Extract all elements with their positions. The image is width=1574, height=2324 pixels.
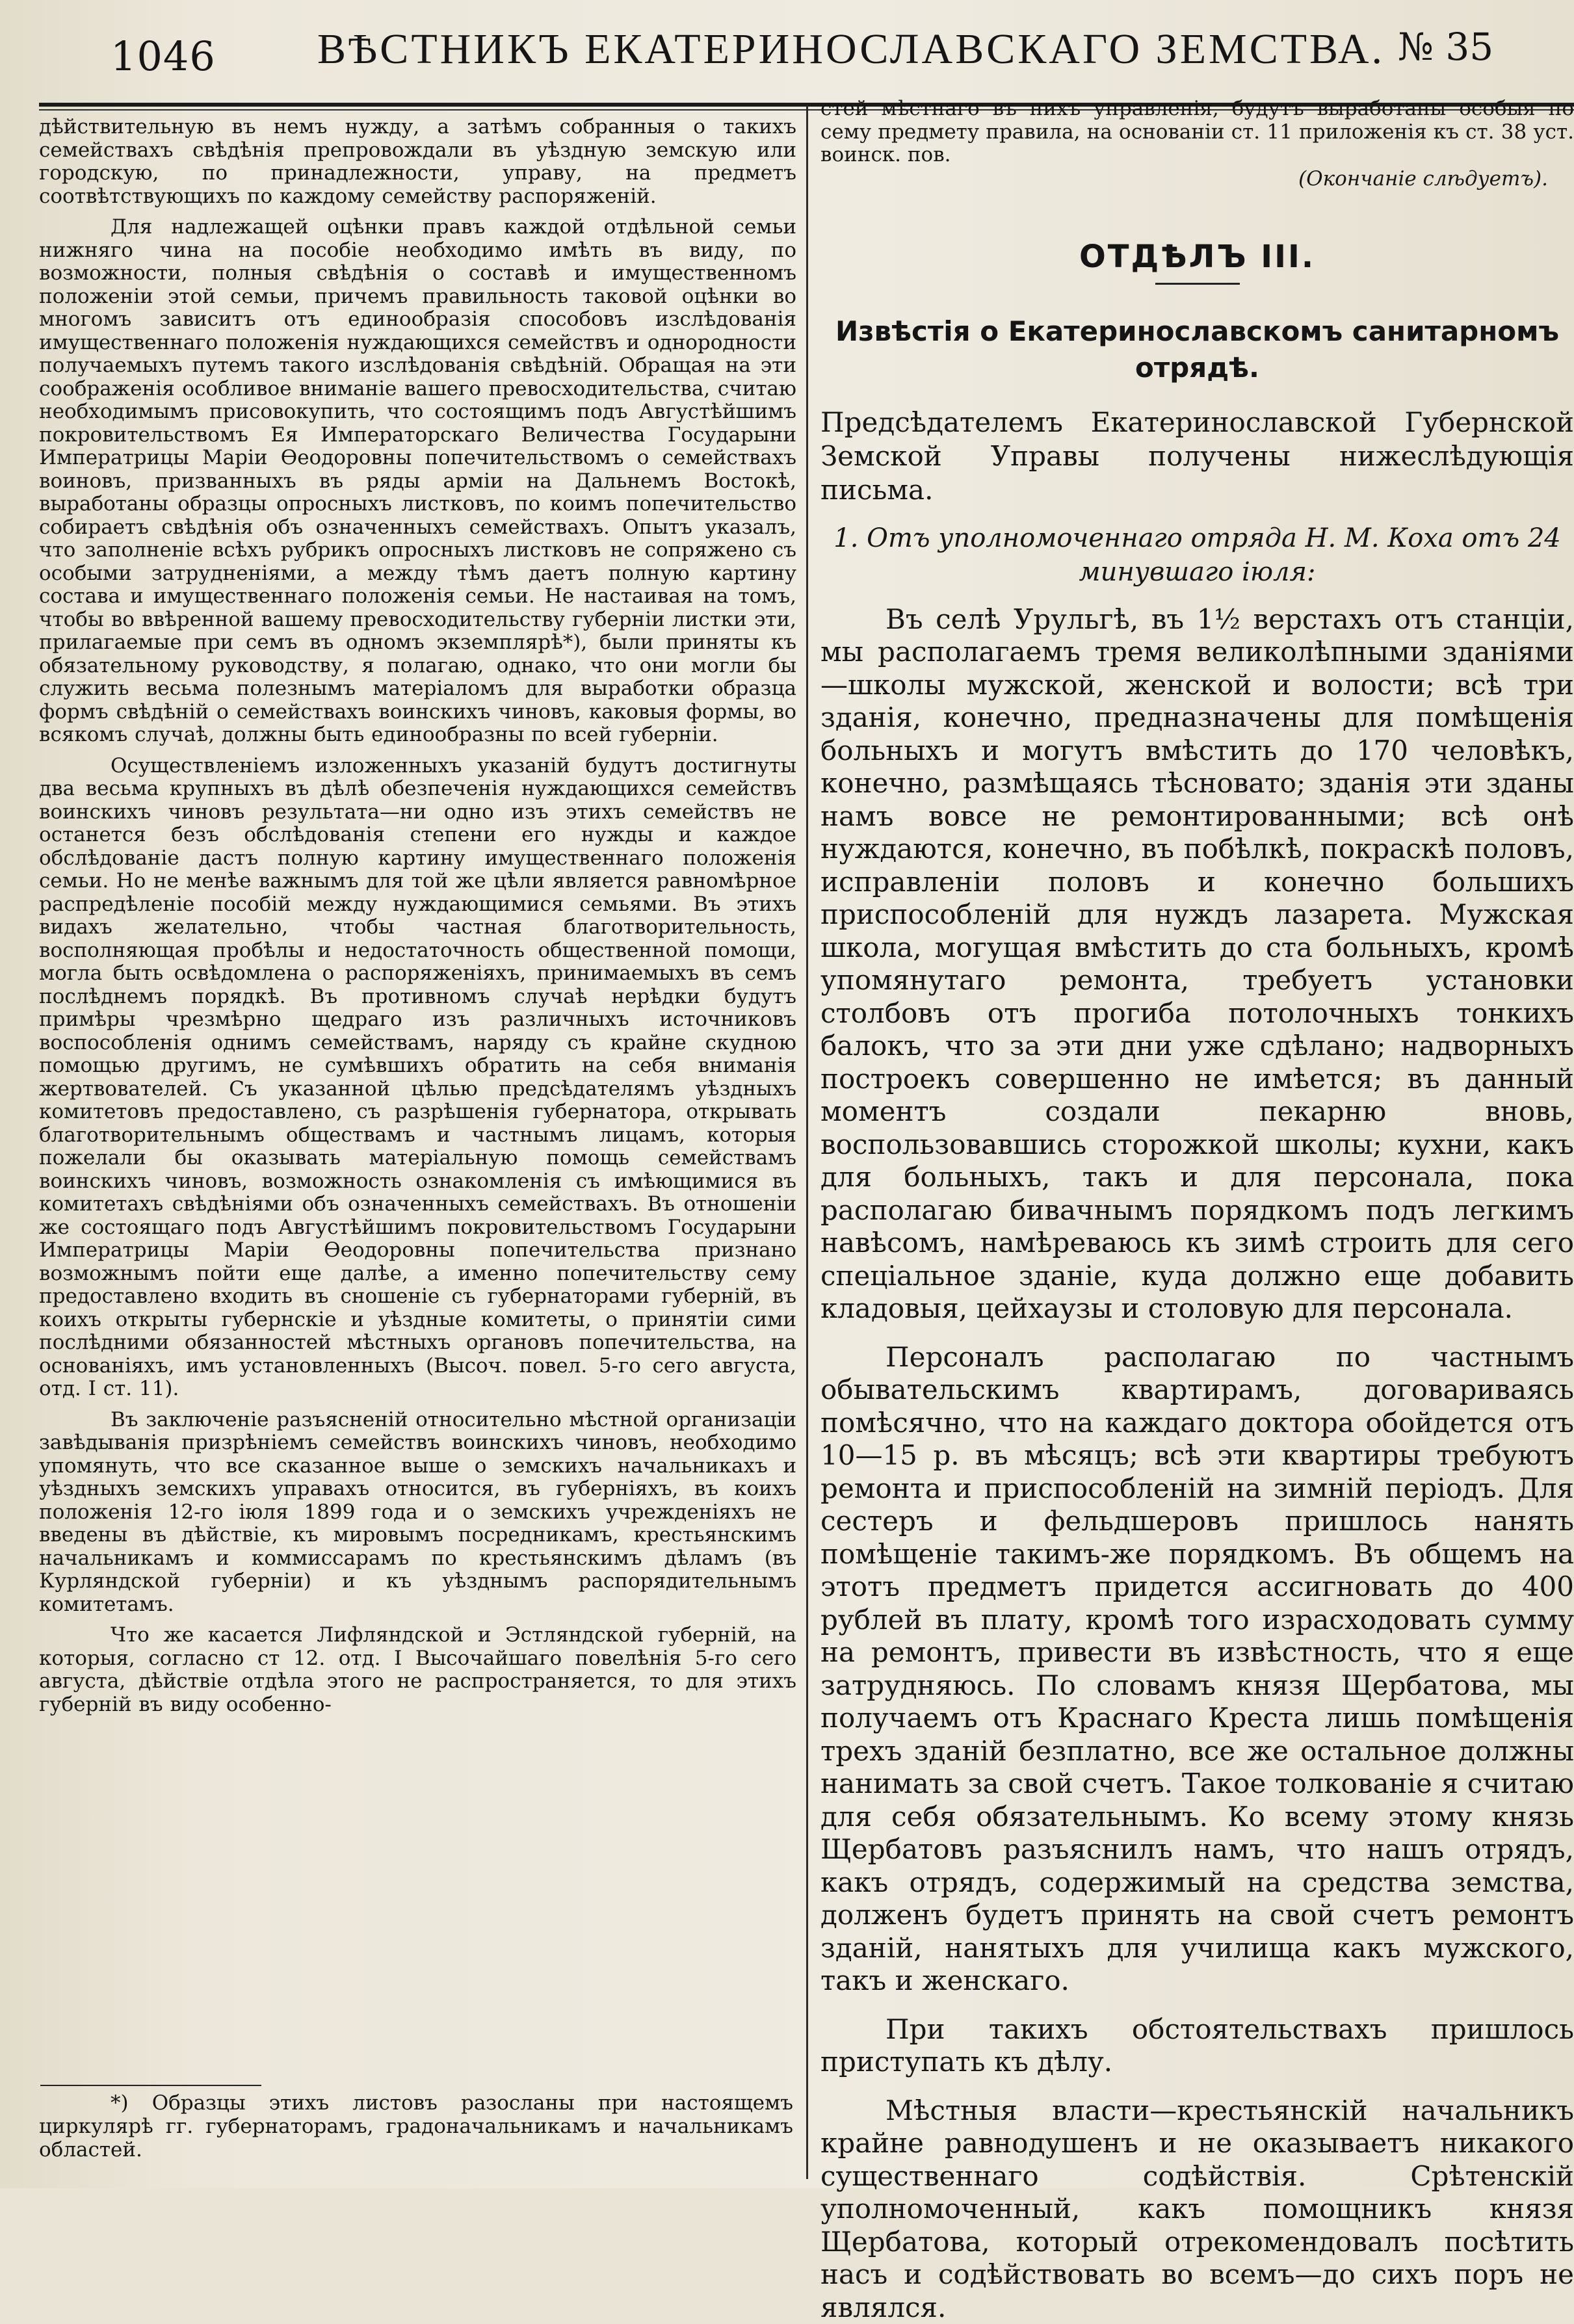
footnote: *) Образцы этихъ листовъ разосланы при настоящемъ циркулярѣ гг. губернаторамъ, градоначальникамъ и начальникамъ областей. — [39, 2091, 793, 2161]
closing-note: (Окончаніе слѣдуетъ). — [820, 167, 1548, 190]
article-title: Извѣстія о Екатеринославскомъ санитарномъ отрядѣ. — [833, 313, 1561, 386]
continuation-paragraph: стей мѣстнаго въ нихъ управленія, будутъ выработаны особыя по сему предмету правила, на основаніи ст. 11 приложенія къ ст. 38 уст. воинск. пов. — [820, 98, 1574, 167]
paragraph: дѣйствительную въ немъ нужду, а затѣмъ собранныя о такихъ семействахъ свѣдѣнія препровождали въ уѣздную земскую или городскую, по принадлежности, управу, на предметъ соотвѣтствующихъ по каждому семейству распоряженій. — [39, 116, 796, 208]
page-header — [0, 9, 1574, 87]
page-number: 1046 — [111, 33, 216, 80]
column-divider — [806, 105, 808, 2179]
paragraph: Для надлежащей оцѣнки правъ каждой отдѣльной семьи нижняго чина на пособіе необходимо имѣть въ виду, по возможности, полныя свѣдѣнія о составѣ и имущественномъ положеніи этой семьи, причемъ правильность таковой оцѣнки во многомъ зависитъ отъ единообразія способовъ изслѣдованія имущественнаго положенія нуждающихся семействъ и однородности получаемыхъ путемъ такого изслѣдованія свѣдѣній. Обращая на эти соображенія особливое вниманіе вашего превосходительства, считаю необходимымъ присовокупить, что состоящимъ подъ Августѣйшимъ покровительствомъ Ея Императорскаго Величества Государыни Императрицы Маріи Ѳеодоровны попечительствомъ о семействахъ воиновъ, призванныхъ въ ряды арміи на Дальнемъ Востокѣ, выработаны образцы опросныхъ листковъ, по коимъ попечительство собираетъ свѣдѣнія объ означенныхъ семействахъ. Опытъ указалъ, что заполненіе всѣхъ рубрикъ опросныхъ листковъ не сопряжено съ особыми затрудненіями, а между тѣмъ даетъ полную картину состава и имущественнаго положенія семьи. Не настаивая на томъ, чтобы во ввѣренной вашему превосходительству губерніи листки эти, прилагаемые при семъ въ одномъ экземплярѣ*), были приняты къ обязательному руководству, я полагаю, однако, что они могли бы служить весьма полезнымъ матеріаломъ для выработки образца формъ свѣдѣній о семействахъ воинскихъ чиновъ, каковыя формы, во всякомъ случаѣ, должны быть единообразны по всей губерніи. — [39, 216, 796, 747]
letter-heading: 1. Отъ уполномоченнаго отряда Н. М. Коха отъ 24 минувшаго іюля: — [820, 521, 1574, 589]
section-title: ОТДѢЛЪ III. — [820, 239, 1574, 275]
journal-title: ВѢСТНИКЪ ЕКАТЕРИНОСЛАВСКАГО ЗЕМСТВА. — [317, 25, 1385, 74]
paragraph: Персоналъ располагаю по частнымъ обывательскимъ квартирамъ, договариваясь помѣсячно, что на каждаго доктора обойдется отъ 10—15 р. въ мѣсяцъ; всѣ эти квартиры требуютъ ремонта и приспособленій на зимній періодъ. Для сестеръ и фельдшеровъ пришлось нанять помѣщеніе такимъ-же порядкомъ. Въ общемъ на этотъ предметъ придется ассигновать до 400 рублей въ плату, кромѣ того израсходовать сумму на ремонтъ, привести въ извѣстность, что я еще затрудняюсь. По словамъ князя Щербатова, мы получаемъ отъ Краснаго Креста лишь помѣщенія трехъ зданій безплатно, все же остальное должны нанимать за свой счетъ. Такое толкованіе я считаю для себя обязательнымъ. Ко всему этому князь Щербатовъ разъяснилъ намъ, что нашъ отрядъ, какъ отрядъ, содержимый на средства земства, долженъ будетъ принять на свой счетъ ремонтъ зданій, нанятыхъ для училища какъ мужского, такъ и женскаго. — [820, 1341, 1574, 1998]
right-column — [820, 98, 1574, 2184]
paragraph: Въ селѣ Урульгѣ, въ 1½ верстахъ отъ станціи, мы располагаемъ тремя великолѣпными зданіями—школы мужской, женской и волости; всѣ три зданія, конечно, предназначены для помѣщенія больныхъ и могутъ вмѣстить до 170 человѣкъ, конечно, размѣщаясь тѣсновато; зданія эти зданы намъ вовсе не ремонтированными; всѣ онѣ нуждаются, конечно, въ побѣлкѣ, покраскѣ половъ, исправленіи половъ и конечно большихъ приспособленій для нуждъ лазарета. Мужская школа, могущая вмѣстить до ста больныхъ, кромѣ упомянутаго ремонта, требуетъ установки столбовъ отъ прогиба потолочныхъ тонкихъ балокъ, что за эти дни уже сдѣлано; надворныхъ построекъ совершенно не имѣется; въ данный моментъ создали пекарню вновь, воспользовавшись сторожкой школы; кухни, какъ для больныхъ, такъ и для персонала, пока располагаю бивачнымъ порядкомъ подъ легкимъ навѣсомъ, намѣреваюсь къ зимѣ строить для сего спеціальное зданіе, куда должно еще добавить кладовыя, цейхаузы и столовую для персонала. — [820, 603, 1574, 1325]
paragraph: При такихъ обстоятельствахъ пришлось приступать къ дѣлу. — [820, 2013, 1574, 2079]
section-rule — [1155, 283, 1240, 285]
footnote-rule — [40, 2085, 261, 2086]
left-column — [39, 116, 796, 2170]
issue-number: № 35 — [1398, 25, 1493, 69]
paragraph: Мѣстныя власти—крестьянскій начальникъ крайне равнодушенъ и не оказываетъ никакого существеннаго содѣйствія. Срѣтенскій уполномоченный, какъ помощникъ князя Щербатова, который отрекомендовалъ посѣтить насъ и содѣйствовать во всемъ—до сихъ поръ не являлся. — [820, 2095, 1574, 2324]
intro-paragraph: Предсѣдателемъ Екатеринославской Губернской Земской Управы получены нижеслѣдующія письма. — [820, 406, 1574, 507]
paragraph: Въ заключеніе разъясненій относительно мѣстной организаціи завѣдыванія призрѣніемъ семействъ воинскихъ чиновъ, необходимо упомянуть, что все сказанное выше о земскихъ начальникахъ и уѣздныхъ земскихъ управахъ относится, въ губерніяхъ, въ коихъ положенія 12-го іюля 1899 года и о земскихъ учрежденіяхъ не введены въ дѣйствіе, къ мировымъ посредникамъ, крестьянскимъ начальникамъ и коммиссарамъ по крестьянскимъ дѣламъ (въ Курляндской губерніи) и къ уѣзднымъ распорядительнымъ комитетамъ. — [39, 1409, 796, 1617]
paragraph: Что же касается Лифляндской и Эстляндской губерній, на которыя, согласно ст 12. отд. I Высочайшаго повелѣнія 5-го сего августа, дѣйствіе отдѣла этого не распространяется, то для этихъ губерній въ виду особенно- — [39, 1624, 796, 1716]
paragraph: Осуществленіемъ изложенныхъ указаній будутъ достигнуты два весьма крупныхъ въ дѣлѣ обезпеченія нуждающихся семействъ воинскихъ чиновъ результата—ни одно изъ этихъ семействъ не останется безъ обслѣдованія степени его нужды и каждое обслѣдованіе дастъ полную картину имущественнаго положенія семьи. Но не менѣе важнымъ для той же цѣли является равномѣрное распредѣленіе пособій между нуждающимися семьями. Въ этихъ видахъ желательно, чтобы частная благотворительность, восполняющая пробѣлы и недостаточность общественной помощи, могла быть освѣдомлена о распоряженіяхъ, принимаемыхъ въ семъ послѣднемъ порядкѣ. Въ противномъ случаѣ нерѣдки будутъ примѣры чрезмѣрно щедраго изъ различныхъ источниковъ воспособленія однимъ семействамъ, наряду съ крайне скудною помощью другимъ, не сумѣвшихъ обратить на себя вниманія жертвователей. Съ указанной цѣлью предсѣдателямъ уѣздныхъ комитетовъ предоставлено, съ разрѣшенія губернатора, открывать благотворительнымъ обществамъ и частнымъ лицамъ, которыя пожелали бы оказывать матеріальную помощь семействамъ воинскихъ чиновъ, возможность ознакомленія съ имѣющимися въ комитетахъ свѣдѣніями объ означенныхъ семействахъ. Въ отношеніи же состоящаго подъ Августѣйшимъ покровительствомъ Государыни Императрицы Маріи Ѳеодоровны попечительства признано возможнымъ пойти еще далѣе, а именно попечительству сему предоставлено входить въ сношеніе съ губернаторами губерній, въ коихъ открыты губернскіе и уѣздные комитеты, о принятіи сими послѣдними обязанностей мѣстныхъ органовъ попечительства, на основаніяхъ, имъ установленныхъ (Высоч. повел. 5-го сего августа, отд. I ст. 11). — [39, 755, 796, 1401]
